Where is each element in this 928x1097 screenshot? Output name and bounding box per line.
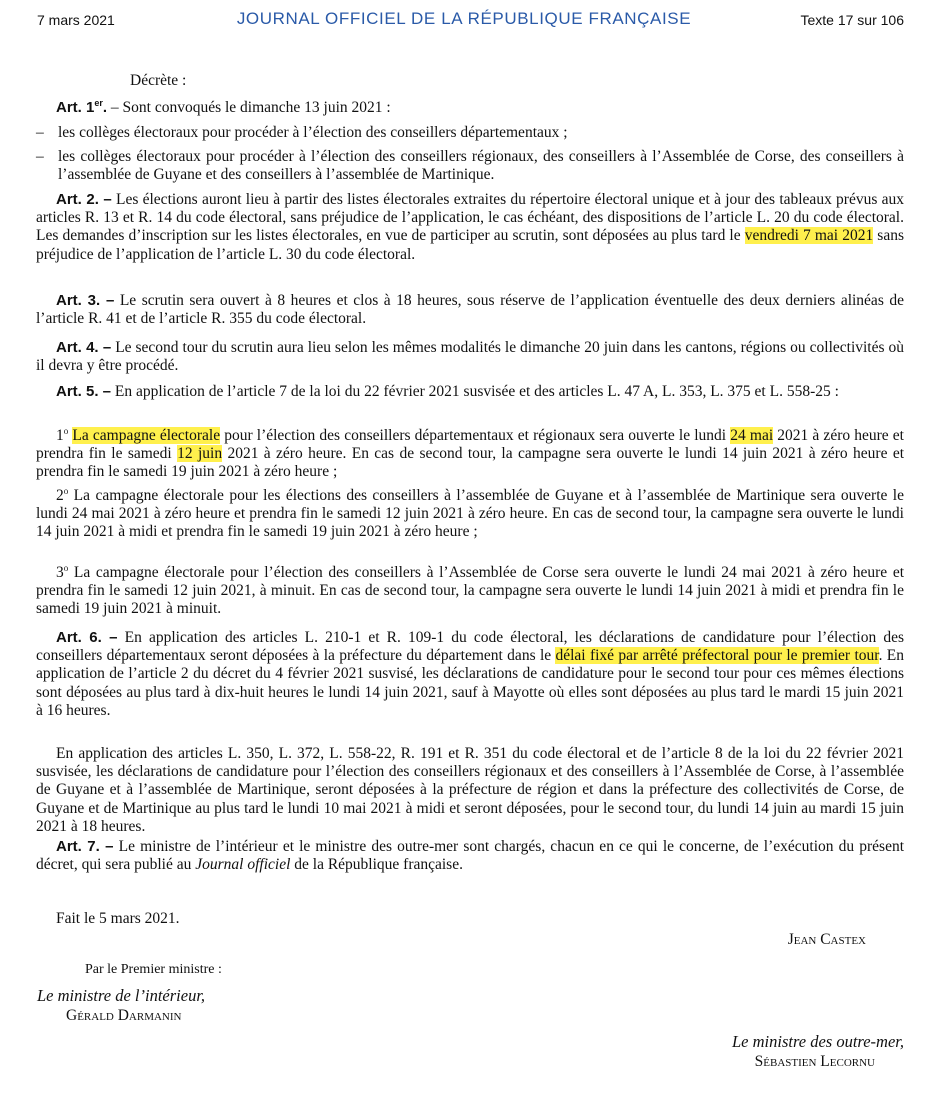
article-6-paragraph-2: En application des articles L. 350, L. 372, L. 558-22, R. 191 et R. 351 du code électoral et de l’article 8 de la loi du 22 février 2021 susvisée, les déclarations de candidature pour l’élection des conseillers régionaux et des conseillers à l’Assemblée de Corse, à l’assemblée de Guyane et à l’assemblée de Martinique, seront déposées à la préfecture de région et dans la préfecture des collectivités de Corse, de Guyane et de Martinique au plus tard le lundi 10 mai 2021 à midi et seront déposées, pour le second tour, du lundi 14 juin au mardi 15 juin 2021 à 18 heures. (36, 745, 904, 835)
article-1-label: Art. 1er (56, 98, 103, 116)
article-4-label: Art. 4. – (56, 339, 112, 356)
header-date: 7 mars 2021 (37, 12, 115, 28)
journal-title: JOURNAL OFFICIEL DE LA RÉPUBLIQUE FRANÇAISE (236, 9, 692, 28)
article-5-label: Art. 5. – (56, 383, 112, 400)
article-3-label: Art. 3. – (56, 292, 115, 309)
highlight-start-date: 24 mai (730, 427, 774, 444)
article-1: Art. 1er. – Sont convoqués le dimanche 13 juin 2021 : (56, 98, 391, 116)
minister-interior-name: Gérald Darmanin (66, 1007, 182, 1024)
page-header (0, 0, 928, 40)
article-7-label: Art. 7. – (56, 838, 114, 855)
article-4: Art. 4. – Le second tour du scrutin aura lieu selon les mêmes modalités le dimanche 20 juin dans les cantons, régions ou collectivités où il devra y être procédé. (36, 339, 904, 375)
article-5-paragraph-1: 1$^o$ La campagne électorale pour l’élection des conseillers départementaux et régionaux sera ouverte le lundi 24 mai 2021 à zéro heure et prendra fin le samedi 12 juin 2021 à zéro heure. En cas de second tour, la campagne sera ouverte le lundi 14 juin 2021 à zéro heure et prendra fin le samedi 19 juin 2021 à zéro heure ; (36, 425, 905, 481)
decrete-label: Décrète : (130, 72, 187, 89)
journal-officiel-reference: Journal officiel (195, 856, 291, 874)
article-2-label: Art. 2. – (56, 191, 112, 208)
article-5-paragraph-2: 2$^o$ La campagne électorale pour les élections des conseillers à l’assemblée de Guyane et à l’assemblée de Martinique sera ouverte le lundi 24 mai 2021 à zéro heure et prendra fin le samedi 12 juin 2021 à zéro heure. En cas de second tour, la campagne sera ouverte le lundi 14 juin 2021 à midi et prendra fin le samedi 19 juin 2021 à zéro heure ; (36, 485, 904, 541)
article-7: Art. 7. – Le ministre de l’intérieur et le ministre des outre-mer sont chargés, chacun en ce qui le concerne, de l’exécution du présent décret, qui sera publié au Journal officiel de la République française. (36, 838, 905, 874)
text-number: Texte 17 sur 106 (800, 12, 904, 28)
highlight-date: vendredi 7 mai 2021 (744, 227, 874, 245)
signature-prime-minister: Jean Castex (787, 931, 866, 948)
article-2: Art. 2. – Les élections auront lieu à partir des listes électorales extraites du répertoire électoral unique et à jour des tableaux prévus aux articles R. 13 et R. 14 du code électoral, sans préjudice de l’application, le cas échéant, des dispositions de l’article L. 20 du code électoral. Les demandes d’inscription sur les listes électorales, en vue de participer au scrutin, sont déposées au plus tard le vendredi 7 mai 2021 sans préjudice de l’application de l’article L. 30 du code électoral. (36, 191, 904, 263)
highlight-end-date: 12 juin (177, 445, 223, 463)
article-5: Art. 5. – En application de l’article 7 de la loi du 22 février 2021 susvisée et des articles L. 47 A, L. 353, L. 375 et L. 558-25 : (56, 383, 839, 400)
article-6-label: Art. 6. – (56, 629, 118, 646)
fait-date: Fait le 5 mars 2021. (56, 910, 180, 927)
minister-overseas-title: Le ministre des outre-mer, (731, 1032, 904, 1051)
article-5-paragraph-3: 3$^o$ La campagne électorale pour l’élection des conseillers à l’Assemblée de Corse sera ouverte le lundi 24 mai 2021 à zéro heure et prendra fin le samedi 12 juin 2021, à minuit. En cas de second tour, la campagne sera ouverte le lundi 14 juin 2021 à midi et prendra fin le samedi 19 juin 2021 à minuit. (36, 562, 904, 618)
article-3: Art. 3. – Le scrutin sera ouvert à 8 heures et clos à 18 heures, sous réserve de l’application éventuelle des deux derniers alinéas de l’article R. 41 et de l’article R. 355 du code électoral. (36, 292, 904, 328)
highlight-campaign: La campagne électorale (72, 427, 221, 444)
minister-overseas-name: Sébastien Lecornu (754, 1053, 875, 1070)
par-le-premier-ministre: Par le Premier ministre : (85, 962, 222, 977)
article-6: Art. 6. – En application des articles L. 210-1 et R. 109-1 du code électoral, les déclarations de candidature pour l’élection des conseillers départementaux seront déposées à la préfecture du département dans le délai fixé par arrêté préfectoral pour le premier tour. En application de l’article 2 du décret du 4 février 2021 susvisé, les déclarations de candidature pour le second tour pour ces mêmes élections sont déposées au plus tard à dix-huit heures le lundi 14 juin 2021, sauf à Mayotte où elles sont déposées au plus tard le mardi 15 juin 2021 à 16 heures. (36, 629, 905, 719)
article-1-text: – Sont convoqués le dimanche 13 juin 2021 : (110, 99, 391, 116)
minister-interior-title: Le ministre de l’intérieur, (37, 986, 206, 1005)
highlight-deadline: délai fixé par arrêté préfectoral pour le premier tour (555, 647, 879, 665)
article-1-item: – les collèges électoraux pour procéder à l’élection des conseillers départementaux ; (36, 124, 568, 141)
article-1-item: – les collèges électoraux pour procéder à l’élection des conseillers régionaux, des conseillers à l’Assemblée de Corse, des conseillers à l’assemblée de Guyane et des conseillers à l’assemblée de Martinique. (36, 148, 904, 184)
